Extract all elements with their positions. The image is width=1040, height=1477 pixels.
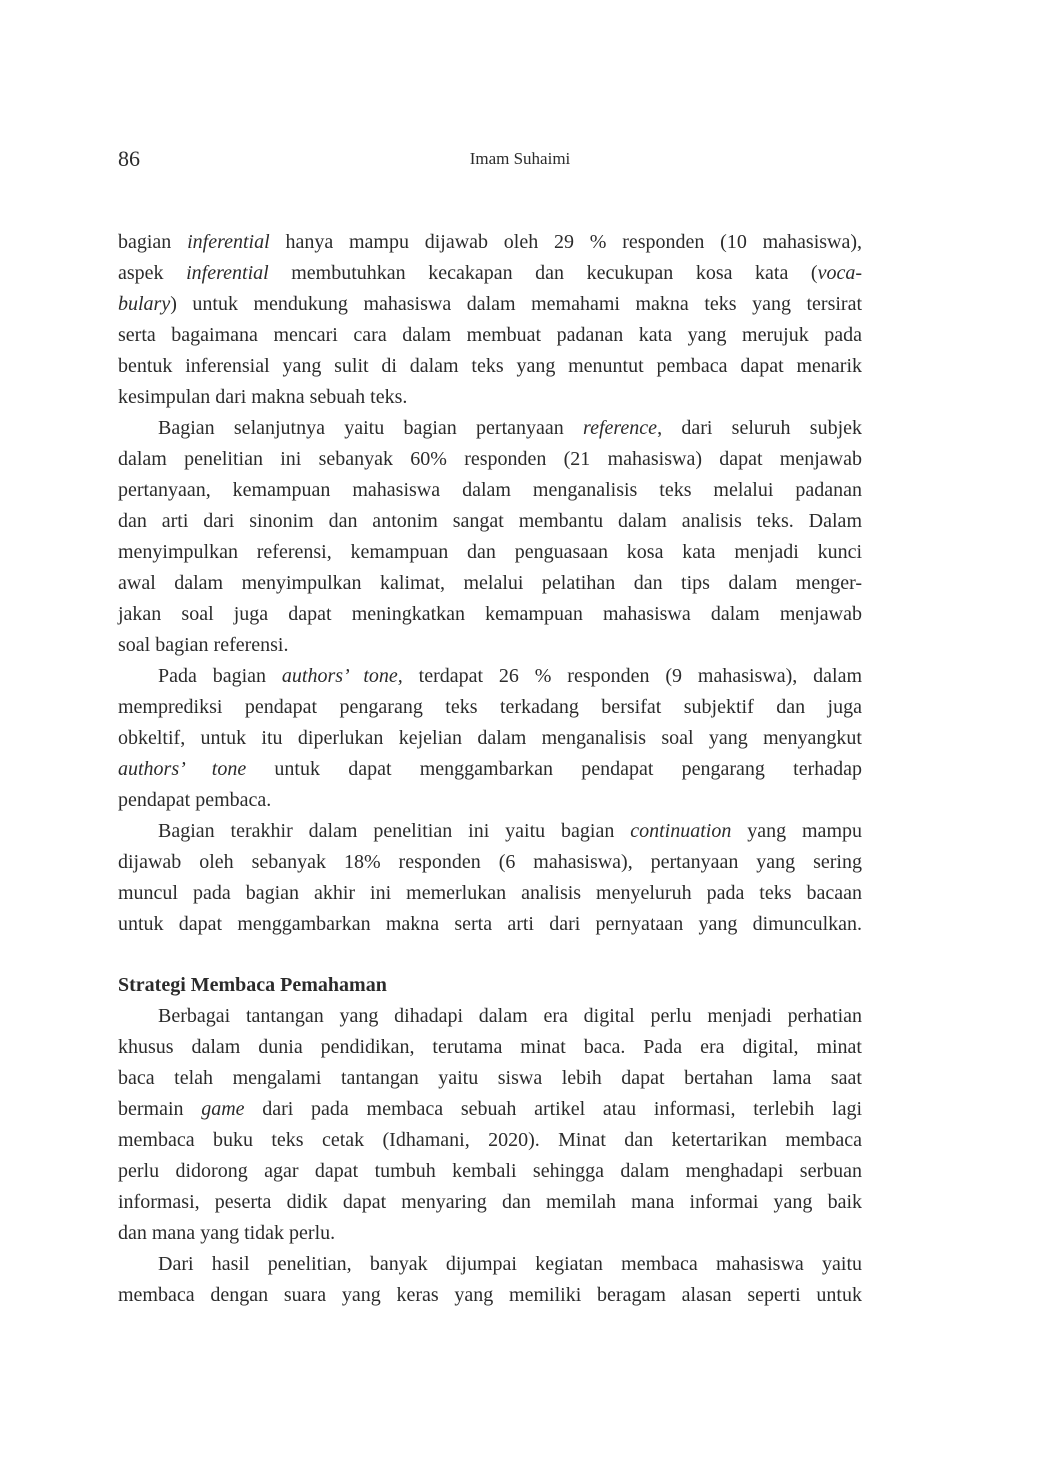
running-head: Imam Suhaimi: [469, 149, 571, 168]
paragraph-authors-tone: [118, 661, 862, 816]
section-spacer: [118, 940, 862, 970]
text-line: obkeltif, untuk itu diperlukan kejelian dalam menganalisis soal yang menyangkut: [118, 727, 862, 749]
text-line: untuk dapat menggambarkan makna serta arti dari pernyataan yang dimunculkan.: [118, 913, 862, 935]
text-line: membaca buku teks cetak (Idhamani, 2020). Minat dan ketertarikan membaca: [118, 1129, 862, 1151]
paragraph-inferential: [118, 227, 862, 413]
text-line: bagian inferential hanya mampu dijawab oleh 29 % responden (10 mahasiswa),: [118, 231, 863, 253]
text-line: dan mana yang tidak perlu.: [118, 1222, 336, 1244]
text-line: perlu didorong agar dapat tumbuh kembali sehingga dalam menghadapi serbuan: [118, 1160, 862, 1182]
text-line: Pada bagian authors’ tone, terdapat 26 % responden (9 mahasiswa), dalam: [158, 665, 863, 687]
text-line: Dari hasil penelitian, banyak dijumpai kegiatan membaca mahasiswa yaitu: [158, 1253, 862, 1275]
text-line: dalam penelitian ini sebanyak 60% responden (21 mahasiswa) dapat menjawab: [118, 448, 862, 470]
text-line: kesimpulan dari makna sebuah teks.: [118, 386, 408, 408]
text-line: authors’ tone untuk dapat menggambarkan pendapat pengarang terhadap: [118, 758, 862, 780]
text-line: dan arti dari sinonim dan antonim sangat membantu dalam analisis teks. Dalam: [118, 510, 862, 532]
text-line: bentuk inferensial yang sulit di dalam teks yang menuntut pembaca dapat menarik: [118, 355, 862, 377]
text-line: membaca dengan suara yang keras yang memiliki beragam alasan seperti untuk: [118, 1284, 862, 1306]
paragraph-reference: [118, 413, 862, 661]
text-line: serta bagaimana mencari cara dalam membuat padanan kata yang merujuk pada: [118, 324, 862, 346]
text-line: Bagian terakhir dalam penelitian ini yaitu bagian continuation yang mampu: [158, 820, 862, 842]
text-line: bermain game dari pada membaca sebuah artikel atau informasi, terlebih lagi: [118, 1098, 863, 1120]
text-line: informasi, peserta didik dapat menyaring dan memilah mana informai yang baik: [118, 1191, 862, 1213]
text-line: soal bagian referensi.: [118, 634, 289, 656]
text-line: muncul pada bagian akhir ini memerlukan analisis menyeluruh pada teks bacaan: [118, 882, 862, 904]
paragraph-continuation: [118, 816, 862, 940]
page-number: 86: [118, 146, 140, 171]
text-line: Bagian selanjutnya yaitu bagian pertanyaan reference, dari seluruh subjek: [158, 417, 863, 439]
text-line: jakan soal juga dapat meningkatkan kemampuan mahasiswa dalam menjawab: [118, 603, 862, 625]
section-heading: Strategi Membaca Pemahaman: [118, 974, 387, 996]
text-line: aspek inferential membutuhkan kecakapan dan kecukupan kosa kata (voca-: [118, 262, 862, 284]
text-line: awal dalam menyimpulkan kalimat, melalui pelatihan dan tips dalam menger-: [118, 572, 862, 594]
text-line: baca telah mengalami tantangan yaitu siswa lebih dapat bertahan lama saat: [118, 1067, 862, 1089]
text-line: bulary) untuk mendukung mahasiswa dalam memahami makna teks yang tersirat: [118, 293, 862, 315]
text-line: memprediksi pendapat pengarang teks terkadang bersifat subjektif dan juga: [118, 696, 862, 718]
text-line: Berbagai tantangan yang dihadapi dalam era digital perlu menjadi perhatian: [158, 1005, 862, 1027]
text-line: menyimpulkan referensi, kemampuan dan penguasaan kosa kata menjadi kunci: [118, 541, 862, 563]
text-line: khusus dalam dunia pendidikan, terutama minat baca. Pada era digital, minat: [118, 1036, 862, 1058]
text-line: dijawab oleh sebanyak 18% responden (6 mahasiswa), pertanyaan yang sering: [118, 851, 862, 873]
body-text: [118, 227, 862, 1311]
paragraph-digital-challenges: [118, 1001, 862, 1249]
text-line: pertanyaan, kemampuan mahasiswa dalam menganalisis teks melalui padanan: [118, 479, 862, 501]
text-line: pendapat pembaca.: [118, 789, 272, 811]
paragraph-research-results: [118, 1249, 862, 1311]
